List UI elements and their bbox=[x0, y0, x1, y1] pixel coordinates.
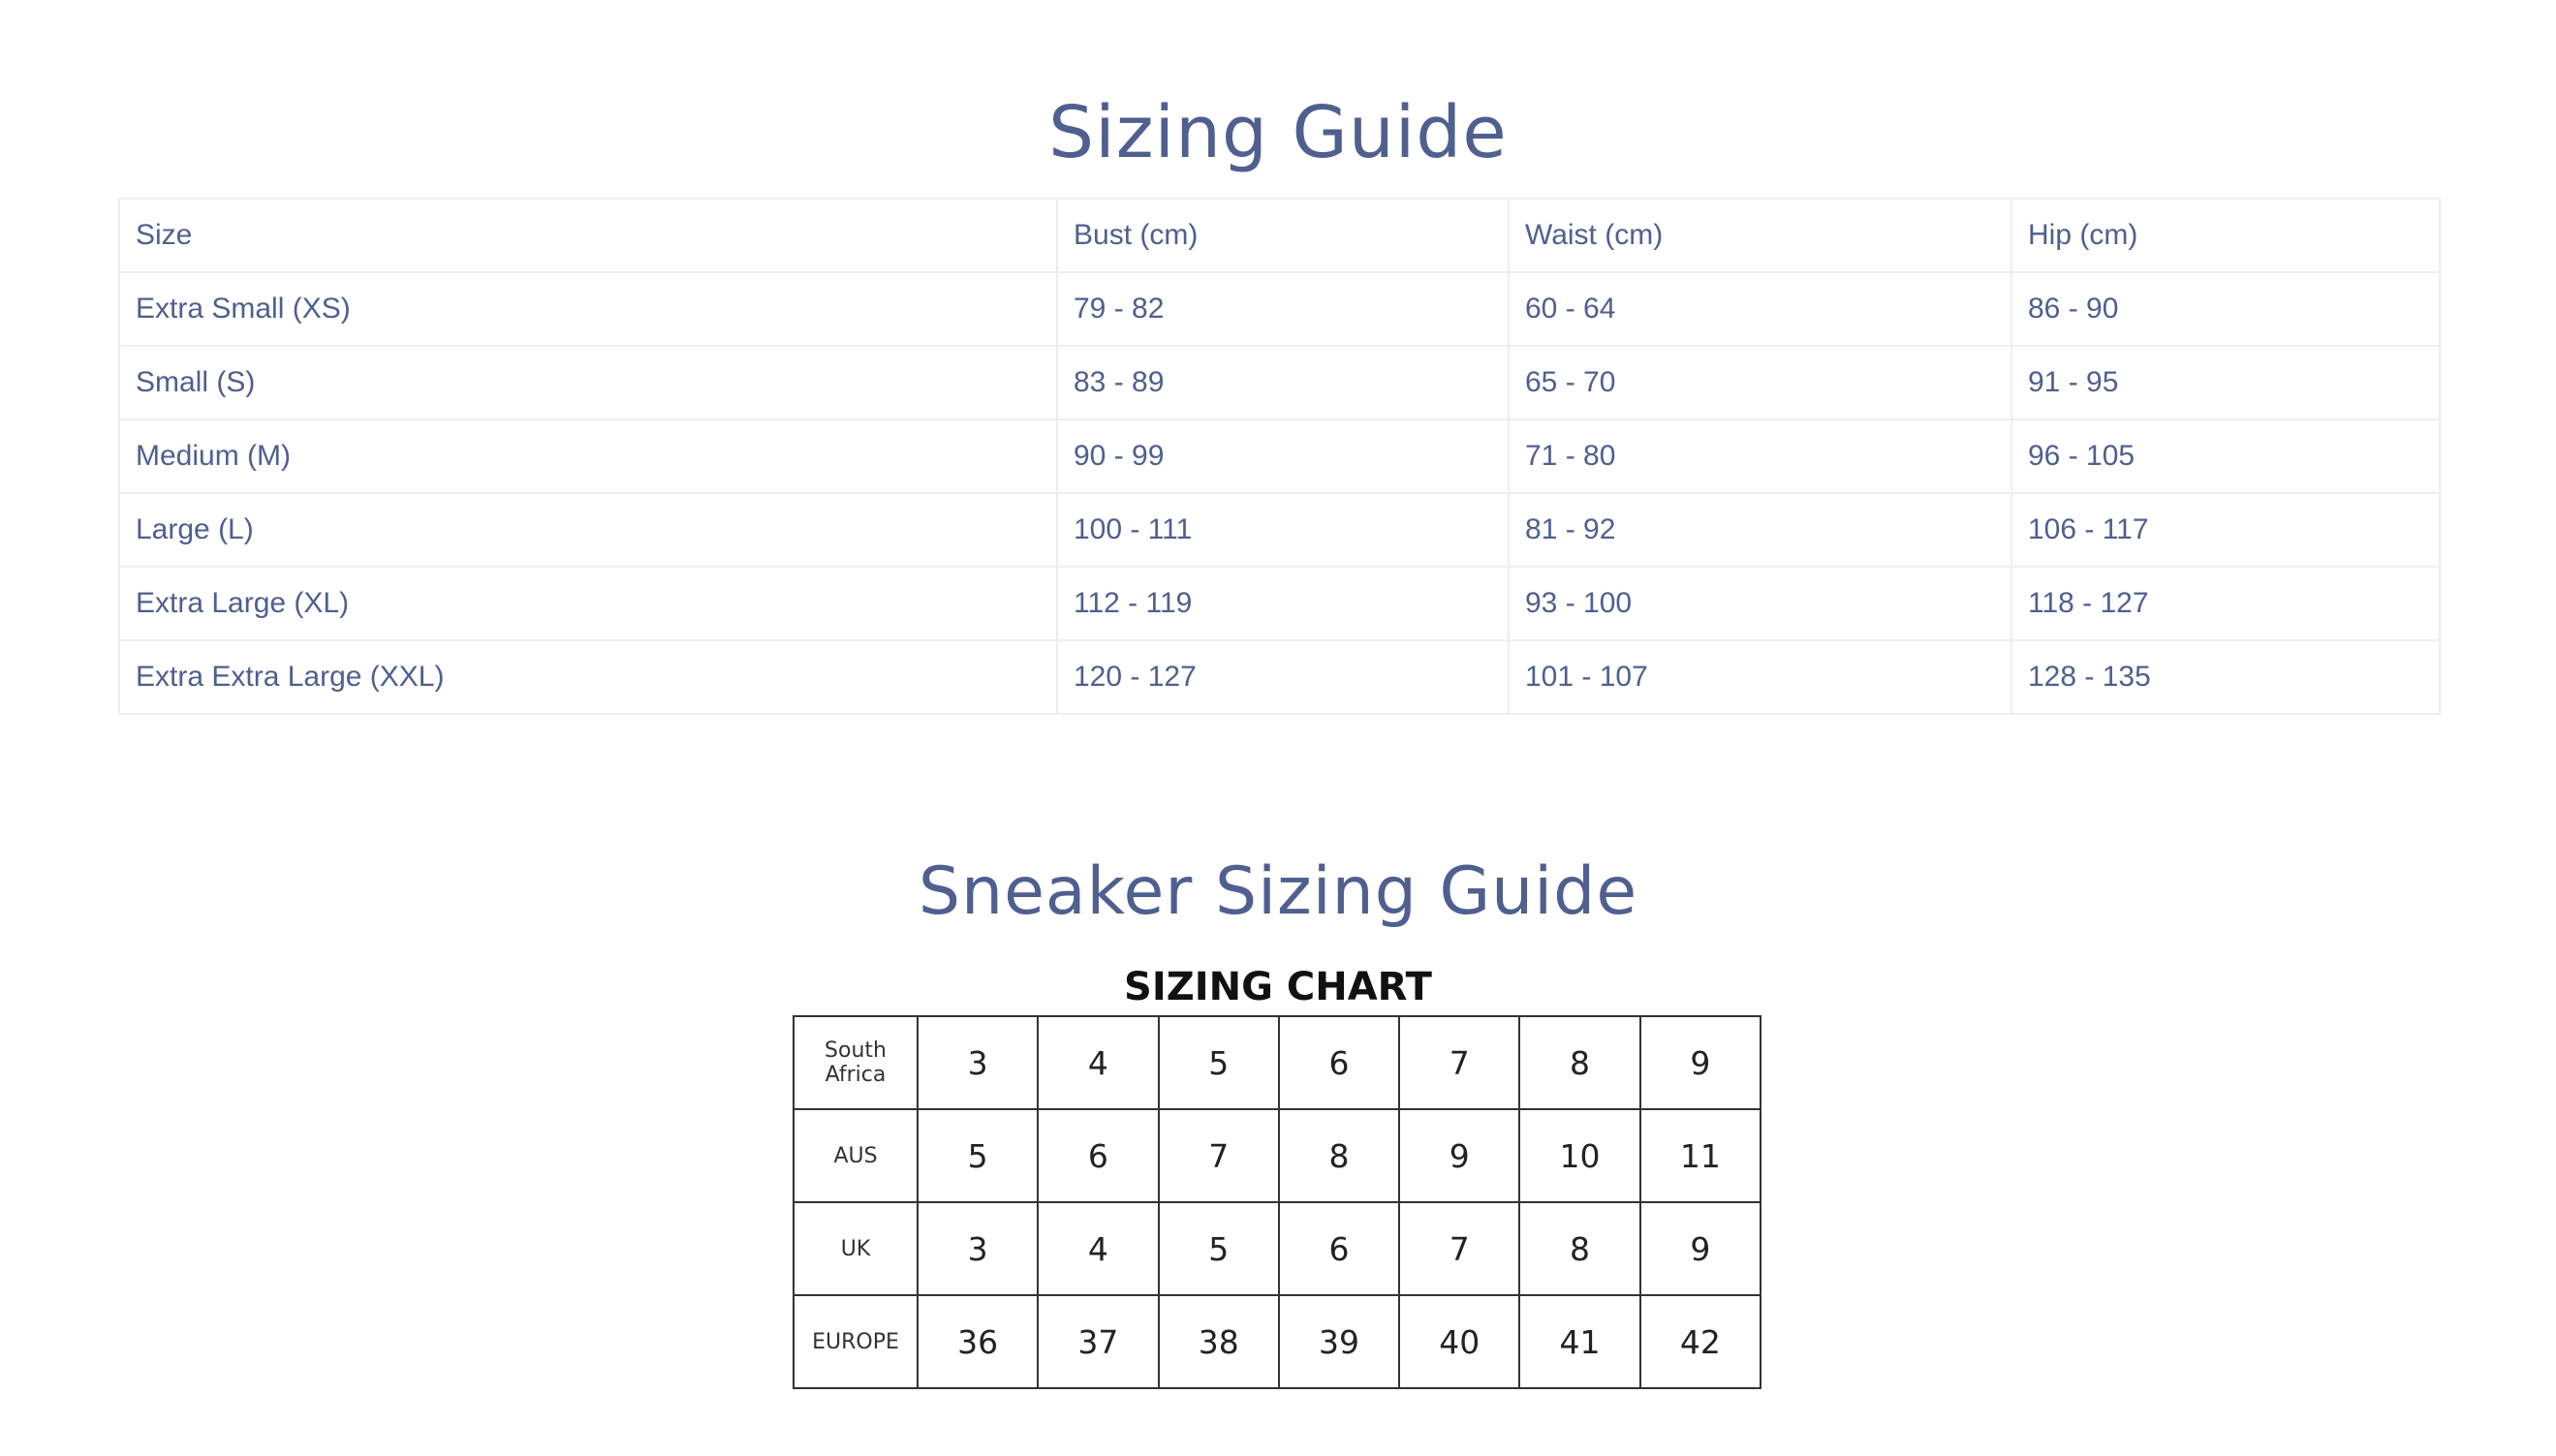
size-cell: Extra Small (XS) bbox=[119, 272, 1057, 346]
chart-row-south-africa bbox=[794, 1016, 1761, 1109]
chart-row-europe bbox=[794, 1295, 1761, 1388]
waist-cell: 60 - 64 bbox=[1509, 272, 2011, 346]
size-value-cell: 6 bbox=[1038, 1109, 1158, 1202]
size-value-cell: 9 bbox=[1640, 1016, 1761, 1109]
size-value-cell: 6 bbox=[1279, 1016, 1399, 1109]
table-row bbox=[119, 493, 2440, 567]
size-value-cell: 3 bbox=[918, 1202, 1038, 1295]
table-row bbox=[119, 419, 2440, 493]
bust-cell: 120 - 127 bbox=[1057, 640, 1509, 714]
table-header-row bbox=[119, 199, 2440, 272]
row-label-aus: AUS bbox=[794, 1109, 918, 1202]
size-value-cell: 38 bbox=[1159, 1295, 1279, 1388]
hip-cell: 86 - 90 bbox=[2011, 272, 2440, 346]
row-label-europe: EUROPE bbox=[794, 1295, 918, 1388]
size-cell: Medium (M) bbox=[119, 419, 1057, 493]
bust-cell: 83 - 89 bbox=[1057, 346, 1509, 419]
table-row bbox=[119, 567, 2440, 640]
waist-cell: 65 - 70 bbox=[1509, 346, 2011, 419]
chart-row-aus bbox=[794, 1109, 1761, 1202]
size-value-cell: 7 bbox=[1399, 1202, 1519, 1295]
size-value-cell: 5 bbox=[918, 1109, 1038, 1202]
size-value-cell: 39 bbox=[1279, 1295, 1399, 1388]
waist-cell: 101 - 107 bbox=[1509, 640, 2011, 714]
table-row bbox=[119, 346, 2440, 419]
size-value-cell: 3 bbox=[918, 1016, 1038, 1109]
size-value-cell: 4 bbox=[1038, 1016, 1158, 1109]
size-value-cell: 8 bbox=[1519, 1016, 1639, 1109]
size-value-cell: 37 bbox=[1038, 1295, 1158, 1388]
size-value-cell: 41 bbox=[1519, 1295, 1639, 1388]
size-value-cell: 10 bbox=[1519, 1109, 1639, 1202]
hip-cell: 118 - 127 bbox=[2011, 567, 2440, 640]
size-value-cell: 6 bbox=[1279, 1202, 1399, 1295]
size-cell: Large (L) bbox=[119, 493, 1057, 567]
sizing-chart-title: SIZING CHART bbox=[1124, 965, 1432, 1009]
sneaker-sizing-chart bbox=[793, 959, 1763, 1389]
size-value-cell: 5 bbox=[1159, 1202, 1279, 1295]
table-row bbox=[119, 640, 2440, 714]
size-value-cell: 8 bbox=[1519, 1202, 1639, 1295]
size-value-cell: 40 bbox=[1399, 1295, 1519, 1388]
size-table bbox=[118, 198, 2441, 715]
size-cell: Small (S) bbox=[119, 346, 1057, 419]
size-value-cell: 11 bbox=[1640, 1109, 1761, 1202]
table-row bbox=[119, 272, 2440, 346]
waist-cell: 71 - 80 bbox=[1509, 419, 2011, 493]
size-value-cell: 42 bbox=[1640, 1295, 1761, 1388]
bust-cell: 100 - 111 bbox=[1057, 493, 1509, 567]
header-bust: Bust (cm) bbox=[1057, 199, 1509, 272]
size-value-cell: 7 bbox=[1399, 1016, 1519, 1109]
size-value-cell: 9 bbox=[1640, 1202, 1761, 1295]
chart-row-uk bbox=[794, 1202, 1761, 1295]
bust-cell: 90 - 99 bbox=[1057, 419, 1509, 493]
waist-cell: 81 - 92 bbox=[1509, 493, 2011, 567]
header-size: Size bbox=[119, 199, 1057, 272]
size-value-cell: 4 bbox=[1038, 1202, 1158, 1295]
waist-cell: 93 - 100 bbox=[1509, 567, 2011, 640]
size-value-cell: 8 bbox=[1279, 1109, 1399, 1202]
header-hip: Hip (cm) bbox=[2011, 199, 2440, 272]
hip-cell: 128 - 135 bbox=[2011, 640, 2440, 714]
bust-cell: 112 - 119 bbox=[1057, 567, 1509, 640]
page-title: Sizing Guide bbox=[1048, 90, 1508, 174]
bust-cell: 79 - 82 bbox=[1057, 272, 1509, 346]
size-value-cell: 36 bbox=[918, 1295, 1038, 1388]
sneaker-size-table bbox=[793, 1015, 1761, 1389]
size-value-cell: 5 bbox=[1159, 1016, 1279, 1109]
hip-cell: 106 - 117 bbox=[2011, 493, 2440, 567]
hip-cell: 96 - 105 bbox=[2011, 419, 2440, 493]
header-waist: Waist (cm) bbox=[1509, 199, 2011, 272]
size-cell: Extra Extra Large (XXL) bbox=[119, 640, 1057, 714]
sneaker-section-title: Sneaker Sizing Guide bbox=[918, 853, 1638, 931]
size-value-cell: 7 bbox=[1159, 1109, 1279, 1202]
row-label-uk: UK bbox=[794, 1202, 918, 1295]
size-cell: Extra Large (XL) bbox=[119, 567, 1057, 640]
hip-cell: 91 - 95 bbox=[2011, 346, 2440, 419]
size-value-cell: 9 bbox=[1399, 1109, 1519, 1202]
row-label-south-africa: South Africa bbox=[794, 1016, 918, 1109]
